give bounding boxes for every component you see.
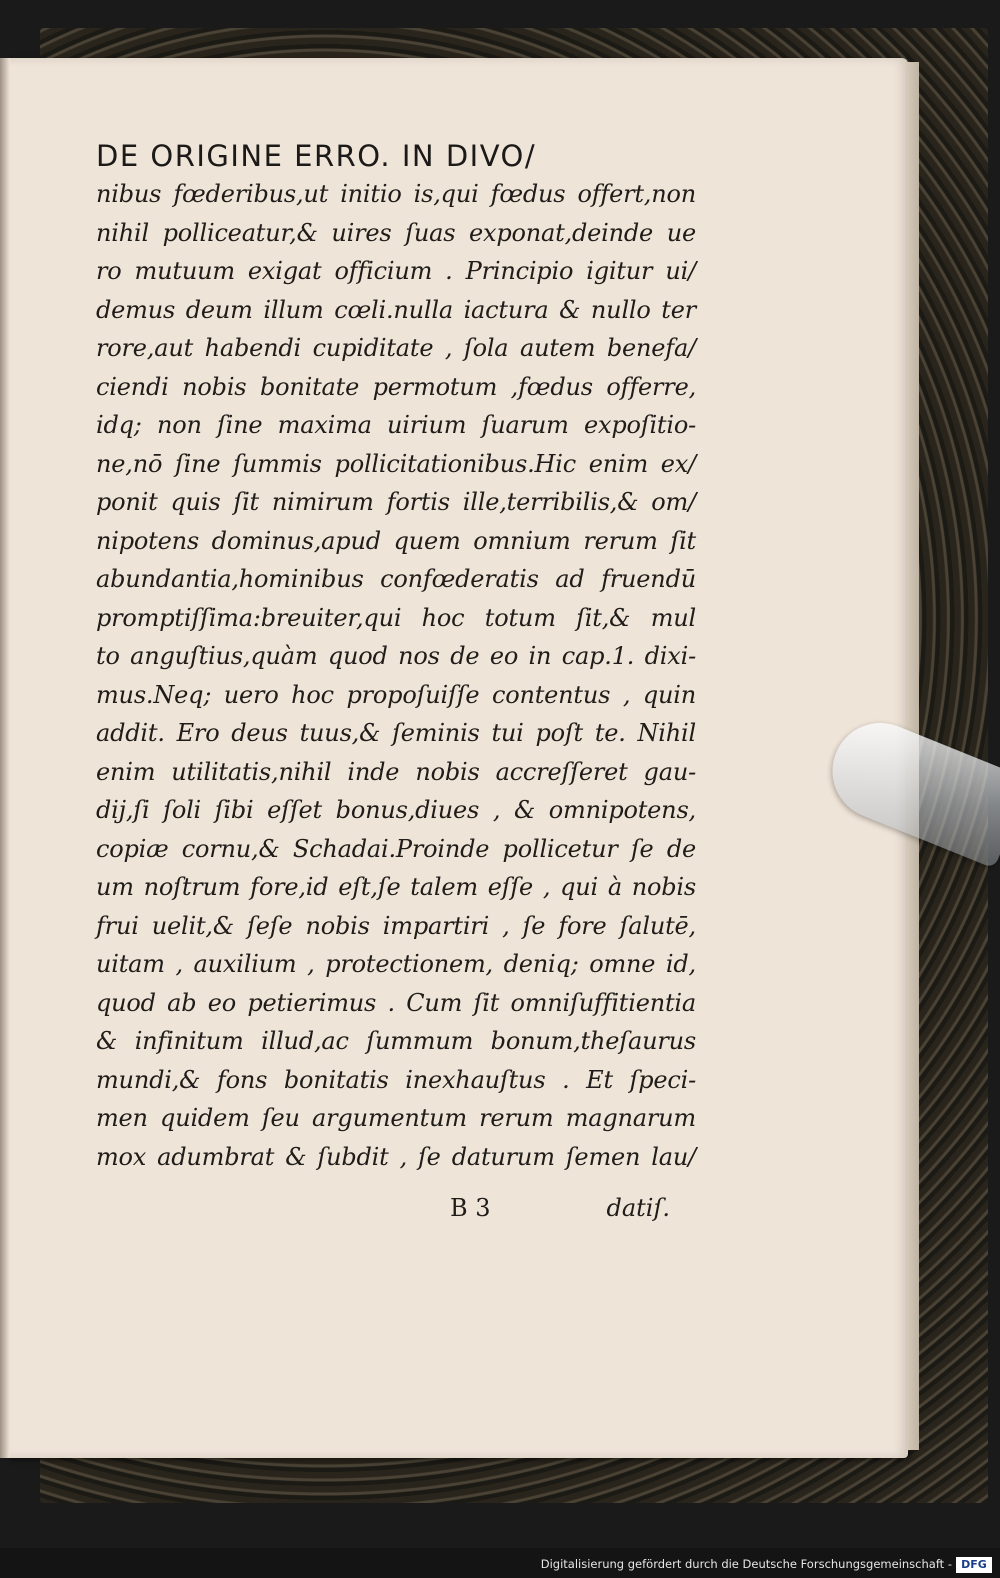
text-line: copiæ cornu,& Schadai.Proinde pollicetur ſe de bbox=[96, 834, 696, 863]
text-line: mundi,& fons bonitatis inexhauſtus . Et ſpeci- bbox=[96, 1065, 696, 1094]
text-line: mox adumbrat & ſubdit , ſe daturum ſemen lau/ bbox=[96, 1142, 696, 1171]
text-line: mus.Neq; uero hoc propoſuiſſe contentus , quin bbox=[96, 680, 696, 709]
text-line: demus deum illum cœli.nulla iactura & nullo ter bbox=[96, 295, 696, 324]
text-line: quod ab eo petierimus . Cum ſit omniſuffitientia bbox=[96, 988, 696, 1017]
page-foot bbox=[450, 1194, 670, 1232]
page-gutter bbox=[0, 58, 10, 1458]
funding-credit: Digitalisierung gefördert durch die Deutsche Forschungsgemeinschaft - bbox=[540, 1557, 952, 1571]
running-head: DE ORIGINE ERRO. IN DIVO/ bbox=[96, 139, 537, 173]
text-line: um noſtrum fore,id eſt,ſe talem eſſe , qui à nobis bbox=[96, 873, 696, 901]
text-line: nihil polliceatur,& uires ſuas exponat,deinde ue bbox=[96, 218, 696, 247]
dfg-logo: DFG bbox=[956, 1557, 992, 1573]
text-line: rore,aut habendi cupiditate , ſola autem benefa/ bbox=[96, 334, 696, 362]
footer-bar bbox=[0, 1548, 1000, 1578]
text-line: nipotens dominus,apud quem omnium rerum ſit bbox=[96, 526, 696, 555]
signature-mark: B 3 bbox=[450, 1194, 491, 1222]
text-line: enim utilitatis,nihil inde nobis accreſſeret gau- bbox=[96, 757, 696, 786]
text-line: ne,nō ſine ſummis pollicitationibus.Hic enim ex/ bbox=[96, 449, 696, 478]
text-line: ro mutuum exigat officium . Principio igitur ui/ bbox=[96, 257, 696, 285]
text-line: idq; non ſine maxima uirium ſuarum expoſitio- bbox=[96, 411, 696, 439]
text-line: abundantia,hominibus confœderatis ad fruendū bbox=[96, 565, 696, 593]
text-line: nibus fœderibus,ut initio is,qui fœdus offert,non bbox=[96, 180, 696, 208]
text-line: to anguſtius,quàm quod nos de eo in cap.1. dixi- bbox=[96, 642, 696, 670]
text-line: men quidem ſeu argumentum rerum magnarum bbox=[96, 1104, 696, 1132]
text-line: & infinitum illud,ac ſummum bonum,theſaurus bbox=[96, 1027, 696, 1055]
text-line: ponit quis ſit nimirum fortis ille,terribilis,& om/ bbox=[96, 488, 696, 516]
text-line: ciendi nobis bonitate permotum ,fœdus offerre, bbox=[96, 372, 696, 401]
text-line: dij,ſi ſoli ſibi eſſet bonus,diues , & omnipotens, bbox=[96, 796, 696, 824]
catchword: datiſ. bbox=[606, 1194, 670, 1222]
text-line: frui uelit,& ſeſe nobis impartiri , ſe fore ſalutē, bbox=[96, 911, 696, 940]
text-block bbox=[96, 137, 696, 1176]
text-line: promptiſſima:breuiter,qui hoc totum ſit,& mul bbox=[96, 603, 696, 632]
text-line: addit. Ero deus tuus,& ſeminis tui poſt te. Nihil bbox=[96, 719, 696, 747]
text-lines bbox=[96, 175, 696, 1176]
text-line: uitam , auxilium , protectionem, deniq; omne id, bbox=[96, 950, 696, 978]
